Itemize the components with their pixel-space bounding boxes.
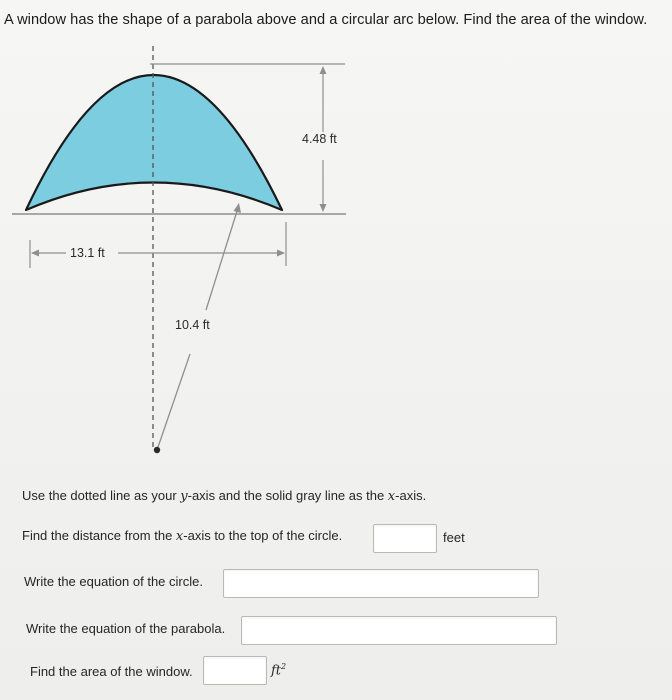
- circle-equation-input[interactable]: [223, 569, 539, 598]
- area-answer-input[interactable]: [203, 656, 267, 685]
- height-arrow-bottom: [320, 204, 327, 212]
- width-arrow-right: [277, 250, 285, 257]
- area-unit: $ft^2$: [271, 662, 287, 679]
- question-parabola-equation-label: Write the equation of the parabola.: [26, 621, 226, 636]
- height-arrow-top: [320, 66, 327, 74]
- axes-instruction: Use the dotted line as your y-axis and the solid gray line as the x-axis.: [22, 488, 427, 504]
- window-diagram: [0, 40, 360, 460]
- distance-answer-input[interactable]: [373, 524, 437, 553]
- question-circle-equation-label: Write the equation of the circle.: [24, 574, 203, 589]
- radius-arrow: [234, 203, 242, 213]
- radius-line-upper: [206, 208, 238, 310]
- radius-label: 10.4 ft: [175, 318, 210, 332]
- circle-center-point: [154, 447, 160, 453]
- parabola-equation-input[interactable]: [241, 616, 557, 645]
- height-label: 4.48 ft: [302, 132, 337, 146]
- radius-line-lower: [157, 354, 190, 450]
- question-area-label: Find the area of the window.: [30, 664, 193, 679]
- question-distance-label: Find the distance from the x-axis to the top of the circle.: [22, 528, 343, 544]
- problem-statement: A window has the shape of a parabola above and a circular arc below. Find the area of the window.: [4, 12, 648, 28]
- distance-unit: feet: [443, 530, 465, 545]
- window-shape: [26, 75, 282, 210]
- half-width-label: 13.1 ft: [70, 246, 105, 260]
- width-arrow-left: [31, 250, 39, 257]
- window-figure-svg: [0, 40, 360, 460]
